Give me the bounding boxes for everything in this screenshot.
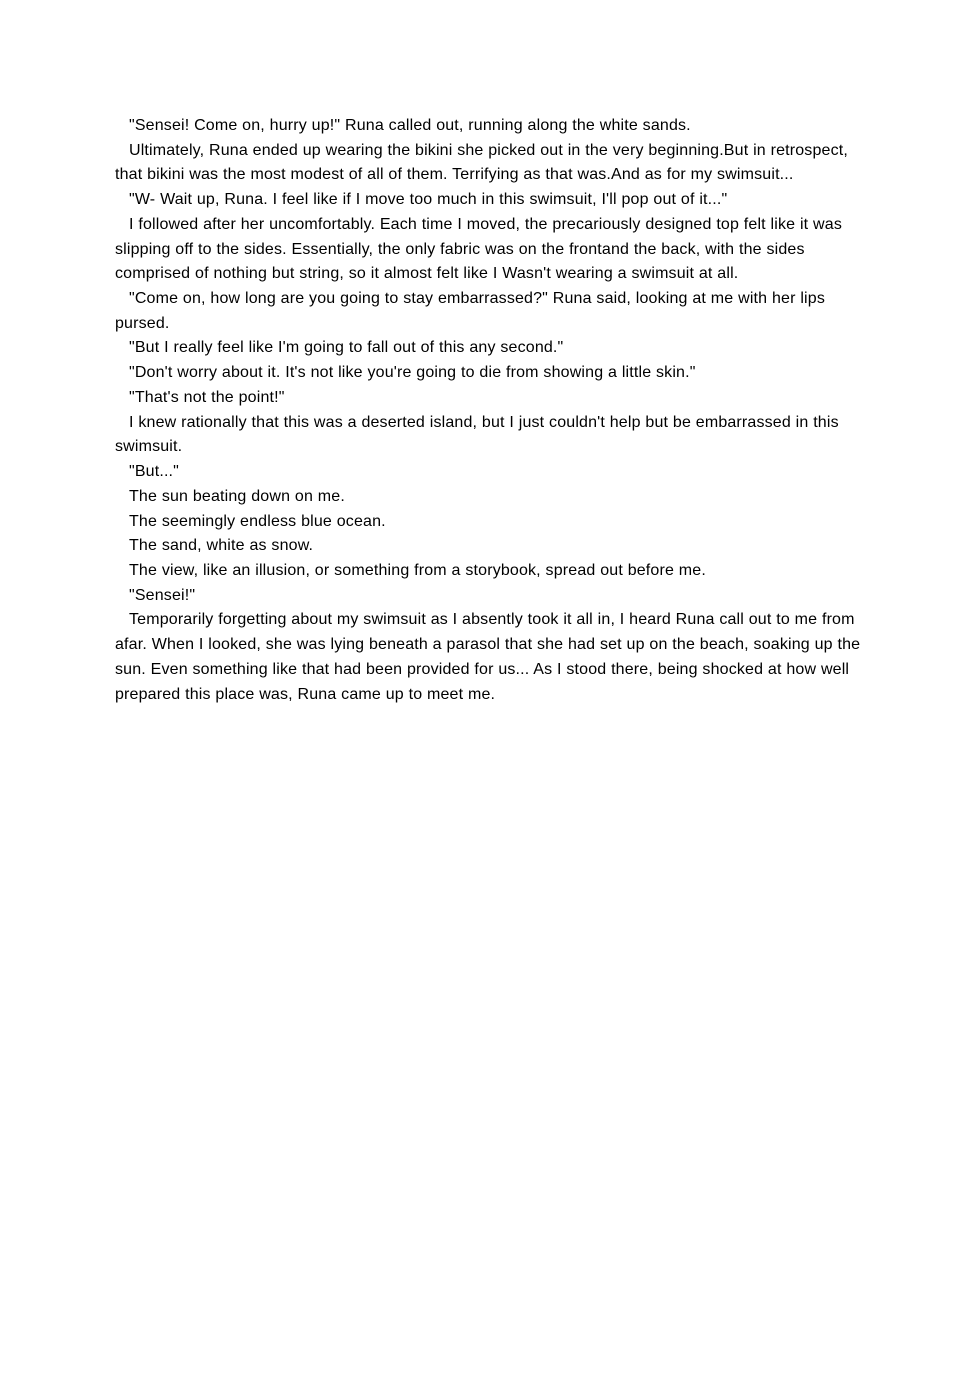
paragraph: The sand, white as snow. [129,537,314,555]
paragraph: "That's not the point!" [129,388,285,406]
paragraph: "Come on, how long are you going to stay embarrassed?" Runa said, looking at me with her lips pursed. [115,290,825,332]
paragraph: "Sensei! Come on, hurry up!" Runa called out, running along the white sands. [129,117,691,134]
paragraph: "Don't worry about it. It's not like you're going to die from showing a little skin." [129,364,696,382]
paragraph: "But I really feel like I'm going to fall out of this any second." [129,339,564,357]
paragraph: The sun beating down on me. [129,487,345,505]
paragraph: "Sensei!" [129,586,196,604]
paragraph: "But..." [129,463,179,481]
paragraph: I knew rationally that this was a deserted island, but I just couldn't help but be embarrassed in this swimsuit. [115,413,839,456]
paragraph: "W- Wait up, Runa. I feel like if I move too much in this swimsuit, I'll pop out of it..." [129,191,728,209]
paragraph: Ultimately, Runa ended up wearing the bikini she picked out in the very beginning.But in retrospect, that bikini was the most modest of all of them. Terrifying as that was.And as for my swimsuit... [115,141,848,184]
paragraph: The view, like an illusion, or something from a storybook, spread out before me. [129,561,706,579]
paragraph: The seemingly endless blue ocean. [129,512,386,530]
paragraph: Temporarily forgetting about my swimsuit as I absently took it all in, I heard Runa call out to me from afar. When I looked, she was lying beneath a parasol that she had set up on the beach, soaking up the sun. Even something like that had been provided for us... As I stood there, being shocked at how well prepared this place was, Runa came up to meet me. [115,611,861,703]
document-text-column [115,114,867,707]
paragraph: I followed after her uncomfortably. Each time I moved, the precariously designed top felt like it was slipping off to the sides. Essentially, the only fabric was on the frontand the back, with the sides comprised of nothing but string, so it almost felt like I Wasn't wearing a swimsuit at all. [115,215,842,283]
